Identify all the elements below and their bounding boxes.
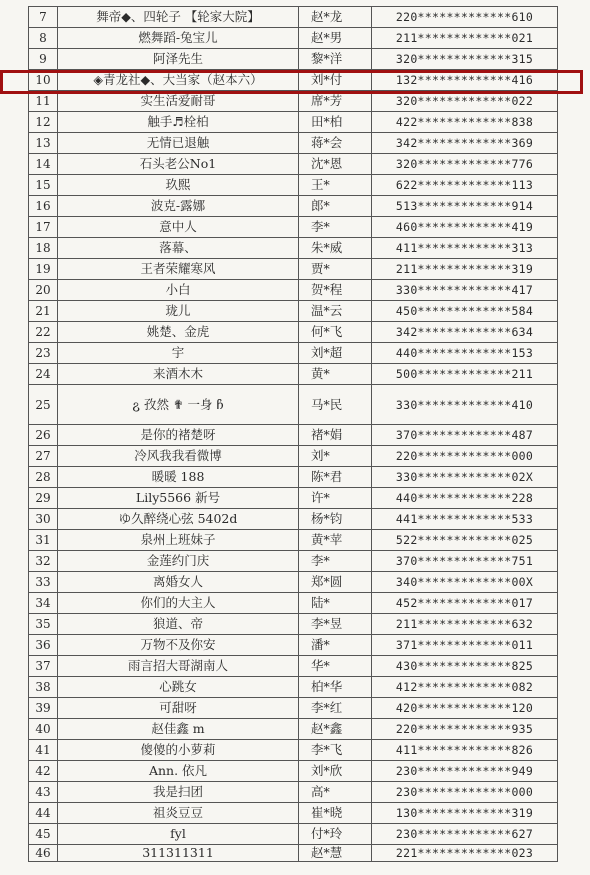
row-number: 26 bbox=[29, 425, 58, 446]
id-number-cell: 132*************416 bbox=[372, 70, 558, 91]
id-number-cell: 513*************914 bbox=[372, 196, 558, 217]
realname-cell: 李*飞 bbox=[299, 740, 372, 761]
row-number: 36 bbox=[29, 635, 58, 656]
nickname-cell: 可甜呀 bbox=[58, 698, 299, 719]
nickname-cell: ゆ久醉绕心弦 5402d bbox=[58, 509, 299, 530]
table-row bbox=[29, 446, 558, 467]
realname-cell: 贺*程 bbox=[299, 280, 372, 301]
row-number: 32 bbox=[29, 551, 58, 572]
id-number-cell: 440*************228 bbox=[372, 488, 558, 509]
nickname-cell: 金莲约门庆 bbox=[58, 551, 299, 572]
table-row bbox=[29, 593, 558, 614]
id-number-cell: 422*************838 bbox=[372, 112, 558, 133]
realname-cell: 黎*洋 bbox=[299, 49, 372, 70]
id-number-cell: 211*************021 bbox=[372, 28, 558, 49]
id-number-cell: 522*************025 bbox=[372, 530, 558, 551]
realname-cell: 郑*圆 bbox=[299, 572, 372, 593]
realname-cell: 蒋*会 bbox=[299, 133, 372, 154]
nickname-cell: 祖炎豆豆 bbox=[58, 803, 299, 824]
id-number-cell: 342*************634 bbox=[372, 322, 558, 343]
nickname-cell: 离婚女人 bbox=[58, 572, 299, 593]
id-number-cell: 371*************011 bbox=[372, 635, 558, 656]
table-row bbox=[29, 385, 558, 425]
nickname-cell: 暖暖 188 bbox=[58, 467, 299, 488]
row-number: 11 bbox=[29, 91, 58, 112]
realname-cell: 陆* bbox=[299, 593, 372, 614]
row-number: 42 bbox=[29, 761, 58, 782]
nickname-cell: 燃舞蹈-兔宝儿 bbox=[58, 28, 299, 49]
id-number-cell: 211*************319 bbox=[372, 259, 558, 280]
realname-cell: 付*玲 bbox=[299, 824, 372, 845]
nickname-cell: Lily5566 新号 bbox=[58, 488, 299, 509]
nickname-cell: 玖熙 bbox=[58, 175, 299, 196]
realname-cell: 赵*龙 bbox=[299, 7, 372, 28]
table-row bbox=[29, 761, 558, 782]
table-row bbox=[29, 572, 558, 593]
id-number-cell: 230*************949 bbox=[372, 761, 558, 782]
realname-cell: 席*芳 bbox=[299, 91, 372, 112]
realname-cell: 李* bbox=[299, 551, 372, 572]
id-number-cell: 230*************627 bbox=[372, 824, 558, 845]
nickname-cell: 落幕、 bbox=[58, 238, 299, 259]
realname-cell: 崔*晓 bbox=[299, 803, 372, 824]
nickname-cell: 311311311 bbox=[58, 845, 299, 862]
id-number-cell: 330*************417 bbox=[372, 280, 558, 301]
row-number: 46 bbox=[29, 845, 58, 862]
id-number-cell: 340*************00X bbox=[372, 572, 558, 593]
id-number-cell: 411*************313 bbox=[372, 238, 558, 259]
table-row bbox=[29, 614, 558, 635]
id-number-cell: 320*************315 bbox=[372, 49, 558, 70]
table-row bbox=[29, 259, 558, 280]
row-number: 8 bbox=[29, 28, 58, 49]
table-row bbox=[29, 133, 558, 154]
id-number-cell: 622*************113 bbox=[372, 175, 558, 196]
row-number: 20 bbox=[29, 280, 58, 301]
nickname-cell: 我是扫团 bbox=[58, 782, 299, 803]
nickname-cell: 意中人 bbox=[58, 217, 299, 238]
table-row bbox=[29, 803, 558, 824]
row-number: 24 bbox=[29, 364, 58, 385]
table-row bbox=[29, 509, 558, 530]
realname-cell: 温*云 bbox=[299, 301, 372, 322]
id-number-cell: 220*************000 bbox=[372, 446, 558, 467]
table-row bbox=[29, 28, 558, 49]
row-number: 14 bbox=[29, 154, 58, 175]
realname-cell: 李*昱 bbox=[299, 614, 372, 635]
id-number-cell: 440*************153 bbox=[372, 343, 558, 364]
row-number: 7 bbox=[29, 7, 58, 28]
nickname-cell: 是你的褚楚呀 bbox=[58, 425, 299, 446]
table-row bbox=[29, 7, 558, 28]
nickname-cell: ◈青龙社◆、大当家（赵本六） bbox=[58, 70, 299, 91]
row-number: 13 bbox=[29, 133, 58, 154]
nickname-cell: 实生活爱耐哥 bbox=[58, 91, 299, 112]
nickname-cell: 狼道、帝 bbox=[58, 614, 299, 635]
row-number: 34 bbox=[29, 593, 58, 614]
table-row bbox=[29, 364, 558, 385]
table-row bbox=[29, 656, 558, 677]
id-number-cell: 430*************825 bbox=[372, 656, 558, 677]
nickname-cell: fyl bbox=[58, 824, 299, 845]
realname-cell: 李*红 bbox=[299, 698, 372, 719]
row-number: 43 bbox=[29, 782, 58, 803]
table-row bbox=[29, 280, 558, 301]
nickname-cell: 来酒木木 bbox=[58, 364, 299, 385]
highlight-box bbox=[0, 70, 583, 94]
table-row bbox=[29, 698, 558, 719]
nickname-cell: 心跳女 bbox=[58, 677, 299, 698]
row-number: 22 bbox=[29, 322, 58, 343]
realname-cell: 黄* bbox=[299, 364, 372, 385]
table-row bbox=[29, 824, 558, 845]
table-row bbox=[29, 112, 558, 133]
row-number: 9 bbox=[29, 49, 58, 70]
row-number: 37 bbox=[29, 656, 58, 677]
id-number-cell: 412*************082 bbox=[372, 677, 558, 698]
table-row bbox=[29, 530, 558, 551]
id-number-cell: 370*************487 bbox=[372, 425, 558, 446]
id-number-cell: 460*************419 bbox=[372, 217, 558, 238]
id-number-cell: 370*************751 bbox=[372, 551, 558, 572]
id-number-cell: 441*************533 bbox=[372, 509, 558, 530]
table-row bbox=[29, 175, 558, 196]
table-row bbox=[29, 217, 558, 238]
realname-cell: 华* bbox=[299, 656, 372, 677]
id-number-cell: 342*************369 bbox=[372, 133, 558, 154]
table-row bbox=[29, 488, 558, 509]
id-number-cell: 450*************584 bbox=[372, 301, 558, 322]
table-row bbox=[29, 238, 558, 259]
nickname-cell: 姚楚、金虎 bbox=[58, 322, 299, 343]
id-number-cell: 211*************632 bbox=[372, 614, 558, 635]
id-number-cell: 420*************120 bbox=[372, 698, 558, 719]
row-number: 38 bbox=[29, 677, 58, 698]
realname-cell: 黄*苹 bbox=[299, 530, 372, 551]
nickname-cell: 小白 bbox=[58, 280, 299, 301]
realname-cell: 赵*慧 bbox=[299, 845, 372, 862]
table-row bbox=[29, 343, 558, 364]
realname-cell: 潘* bbox=[299, 635, 372, 656]
nickname-cell: 你们的大主人 bbox=[58, 593, 299, 614]
realname-cell: 高* bbox=[299, 782, 372, 803]
row-number: 23 bbox=[29, 343, 58, 364]
nickname-cell: 王者荣耀寒风 bbox=[58, 259, 299, 280]
nickname-cell: 珑儿 bbox=[58, 301, 299, 322]
table-row bbox=[29, 425, 558, 446]
table-row bbox=[29, 49, 558, 70]
row-number: 18 bbox=[29, 238, 58, 259]
row-number: 33 bbox=[29, 572, 58, 593]
row-number: 29 bbox=[29, 488, 58, 509]
row-number: 44 bbox=[29, 803, 58, 824]
row-number: 45 bbox=[29, 824, 58, 845]
table-row bbox=[29, 196, 558, 217]
realname-cell: 陈*君 bbox=[299, 467, 372, 488]
realname-cell: 刘* bbox=[299, 446, 372, 467]
realname-cell: 赵*男 bbox=[299, 28, 372, 49]
row-number: 19 bbox=[29, 259, 58, 280]
realname-cell: 贾* bbox=[299, 259, 372, 280]
table-row bbox=[29, 467, 558, 488]
realname-cell: 杨*钧 bbox=[299, 509, 372, 530]
nickname-cell: 傻傻的小萝莉 bbox=[58, 740, 299, 761]
realname-cell: 刘*付 bbox=[299, 70, 372, 91]
nickname-cell: 舞帝◆、四轮子 【轮家大院】 bbox=[58, 7, 299, 28]
id-number-cell: 230*************000 bbox=[372, 782, 558, 803]
realname-cell: 朱*威 bbox=[299, 238, 372, 259]
id-number-cell: 411*************826 bbox=[372, 740, 558, 761]
id-number-cell: 220*************935 bbox=[372, 719, 558, 740]
nickname-cell: 雨言招大哥湖南人 bbox=[58, 656, 299, 677]
user-info-table bbox=[28, 6, 558, 862]
realname-cell: 刘*欣 bbox=[299, 761, 372, 782]
table-row bbox=[29, 740, 558, 761]
id-number-cell: 330*************02X bbox=[372, 467, 558, 488]
realname-cell: 刘*超 bbox=[299, 343, 372, 364]
realname-cell: 马*民 bbox=[299, 385, 372, 425]
table-row bbox=[29, 551, 558, 572]
table-row bbox=[29, 845, 558, 862]
nickname-cell: 万物不及你安 bbox=[58, 635, 299, 656]
nickname-cell: Ann. 依凡 bbox=[58, 761, 299, 782]
table-row bbox=[29, 635, 558, 656]
realname-cell: 李* bbox=[299, 217, 372, 238]
nickname-cell: 宇 bbox=[58, 343, 299, 364]
nickname-cell: 冷风我我看微博 bbox=[58, 446, 299, 467]
row-number: 35 bbox=[29, 614, 58, 635]
nickname-cell: 触手♬栓柏 bbox=[58, 112, 299, 133]
table-row bbox=[29, 719, 558, 740]
row-number: 41 bbox=[29, 740, 58, 761]
row-number: 12 bbox=[29, 112, 58, 133]
realname-cell: 田*柏 bbox=[299, 112, 372, 133]
nickname-cell: ჷ 孜然 ✟ 一身 ჩ bbox=[58, 385, 299, 425]
nickname-cell: 阿泽先生 bbox=[58, 49, 299, 70]
row-number: 39 bbox=[29, 698, 58, 719]
row-number: 10 bbox=[29, 70, 58, 91]
nickname-cell: 无情已退触 bbox=[58, 133, 299, 154]
nickname-cell: 赵佳鑫 m bbox=[58, 719, 299, 740]
id-number-cell: 330*************410 bbox=[372, 385, 558, 425]
row-number: 40 bbox=[29, 719, 58, 740]
row-number: 30 bbox=[29, 509, 58, 530]
row-number: 27 bbox=[29, 446, 58, 467]
row-number: 16 bbox=[29, 196, 58, 217]
row-number: 25 bbox=[29, 385, 58, 425]
realname-cell: 何*飞 bbox=[299, 322, 372, 343]
realname-cell: 褚*娟 bbox=[299, 425, 372, 446]
id-number-cell: 130*************319 bbox=[372, 803, 558, 824]
nickname-cell: 泉州上班妹子 bbox=[58, 530, 299, 551]
id-number-cell: 220*************610 bbox=[372, 7, 558, 28]
realname-cell: 赵*鑫 bbox=[299, 719, 372, 740]
id-number-cell: 452*************017 bbox=[372, 593, 558, 614]
table-row bbox=[29, 301, 558, 322]
realname-cell: 王* bbox=[299, 175, 372, 196]
row-number: 15 bbox=[29, 175, 58, 196]
realname-cell: 郎* bbox=[299, 196, 372, 217]
nickname-cell: 波克-露娜 bbox=[58, 196, 299, 217]
table-row bbox=[29, 154, 558, 175]
id-number-cell: 320*************776 bbox=[372, 154, 558, 175]
nickname-cell: 石头老公No1 bbox=[58, 154, 299, 175]
table-row bbox=[29, 782, 558, 803]
table-row bbox=[29, 677, 558, 698]
id-number-cell: 500*************211 bbox=[372, 364, 558, 385]
row-number: 28 bbox=[29, 467, 58, 488]
id-number-cell: 221*************023 bbox=[372, 845, 558, 862]
realname-cell: 沈*恩 bbox=[299, 154, 372, 175]
row-number: 17 bbox=[29, 217, 58, 238]
id-number-cell: 320*************022 bbox=[372, 91, 558, 112]
table-row bbox=[29, 322, 558, 343]
row-number: 31 bbox=[29, 530, 58, 551]
realname-cell: 许* bbox=[299, 488, 372, 509]
row-number: 21 bbox=[29, 301, 58, 322]
realname-cell: 柏*华 bbox=[299, 677, 372, 698]
